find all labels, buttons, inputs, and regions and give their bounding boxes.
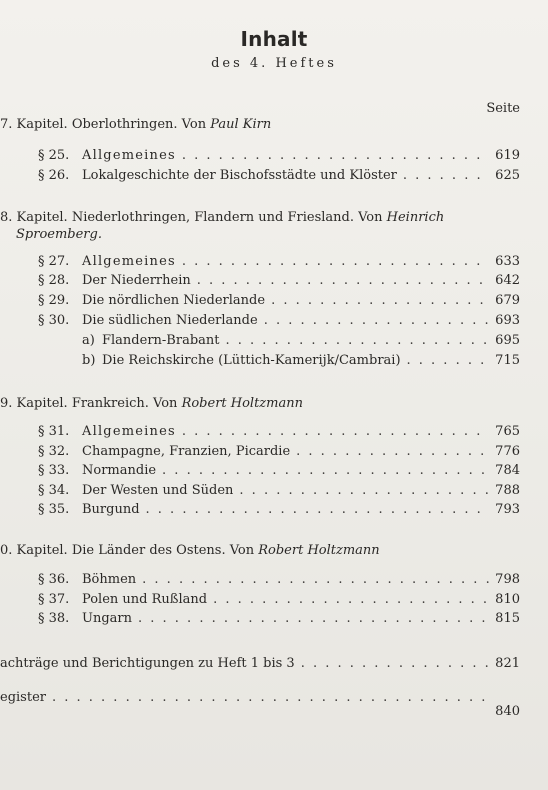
chapter-7-author: Paul Kirn bbox=[210, 117, 272, 132]
entry-label: egister bbox=[0, 690, 46, 705]
entry-label: Böhmen bbox=[82, 572, 137, 587]
chapter-8-title: 8. Kapitel. Niederlothringen, Flandern und Friesland. Von bbox=[0, 210, 387, 225]
entry-page: 715 bbox=[495, 353, 520, 368]
toc-entry-register bbox=[0, 690, 520, 719]
entry-page: 693 bbox=[495, 313, 520, 328]
entry-label: Die nördlichen Niederlande bbox=[82, 293, 266, 308]
leader-dots bbox=[182, 424, 489, 439]
toc-entry bbox=[38, 254, 520, 269]
chapter-9-heading bbox=[0, 396, 520, 411]
entry-label: Die Reichskirche (Lüttich-Kamerijk/Cambrai) bbox=[102, 353, 401, 368]
entry-label: achträge und Berichtigungen zu Heft 1 bis 3 bbox=[0, 656, 295, 671]
leader-dots bbox=[182, 254, 489, 269]
toc-entry bbox=[38, 148, 520, 163]
chapter-10-title: 0. Kapitel. Die Länder des Ostens. Von bbox=[0, 543, 259, 558]
toc-entry bbox=[38, 313, 520, 328]
leader-dots bbox=[264, 313, 489, 328]
entry-label: Ungarn bbox=[82, 611, 132, 626]
entry-page: 793 bbox=[495, 502, 520, 517]
entry-page: 821 bbox=[495, 656, 520, 671]
chapter-9-author: Robert Holtzmann bbox=[181, 396, 303, 411]
leader-dots bbox=[142, 572, 489, 587]
entry-page: 788 bbox=[495, 483, 520, 498]
entry-label: Allgemeines bbox=[82, 148, 176, 163]
entry-number: § 36. bbox=[38, 572, 70, 587]
entry-number: § 33. bbox=[38, 463, 70, 478]
entry-label: Der Niederrhein bbox=[82, 273, 191, 288]
entry-label: Allgemeines bbox=[82, 424, 176, 439]
chapter-7-title: 7. Kapitel. Oberlothringen. Von bbox=[0, 117, 211, 132]
entry-number: b) bbox=[82, 353, 96, 368]
page-column-header: Seite bbox=[486, 101, 520, 116]
entry-number: § 25. bbox=[38, 148, 70, 163]
leader-dots bbox=[52, 690, 489, 705]
entry-number: § 29. bbox=[38, 293, 70, 308]
entry-page: 625 bbox=[495, 168, 520, 183]
entry-number: § 34. bbox=[38, 483, 70, 498]
leader-dots bbox=[271, 293, 489, 308]
leader-dots bbox=[403, 168, 489, 183]
entry-number: § 31. bbox=[38, 424, 70, 439]
leader-dots bbox=[213, 592, 489, 607]
entry-page: 679 bbox=[495, 293, 520, 308]
toc-entry bbox=[38, 483, 520, 498]
entry-page: 765 bbox=[495, 424, 520, 439]
toc-entry bbox=[38, 572, 520, 587]
entry-label: Lokalgeschichte der Bischofsstädte und Klöster bbox=[82, 168, 397, 183]
entry-number: a) bbox=[82, 333, 95, 348]
leader-dots bbox=[146, 502, 490, 517]
toc-entry bbox=[38, 168, 520, 183]
entry-label: Normandie bbox=[82, 463, 157, 478]
leader-dots bbox=[239, 483, 489, 498]
toc-entry bbox=[82, 353, 520, 368]
entry-number: § 26. bbox=[38, 168, 70, 183]
chapter-8-heading bbox=[0, 210, 520, 242]
entry-page: 695 bbox=[495, 333, 520, 348]
entry-label: Die südlichen Niederlande bbox=[82, 313, 258, 328]
toc-entry bbox=[82, 333, 520, 348]
toc-entry bbox=[38, 502, 520, 517]
leader-dots bbox=[407, 353, 490, 368]
entry-number: § 30. bbox=[38, 313, 70, 328]
chapter-8-author-continued: Sproemberg. bbox=[16, 227, 102, 242]
entry-page: 619 bbox=[495, 148, 520, 163]
toc-entry bbox=[38, 293, 520, 308]
entry-label: Der Westen und Süden bbox=[82, 483, 234, 498]
entry-page: 798 bbox=[495, 572, 520, 587]
entry-page: 810 bbox=[495, 592, 520, 607]
toc-entry bbox=[38, 444, 520, 459]
leader-dots bbox=[197, 273, 489, 288]
toc-entry bbox=[38, 592, 520, 607]
chapter-8-author: Heinrich bbox=[386, 210, 445, 225]
leader-dots bbox=[301, 656, 489, 671]
leader-dots bbox=[225, 333, 489, 348]
page-title: Inhalt bbox=[240, 27, 308, 51]
entry-page: 815 bbox=[495, 611, 520, 626]
page-subtitle: des 4. Heftes bbox=[211, 56, 337, 71]
chapter-10-author: Robert Holtzmann bbox=[258, 543, 380, 558]
entry-page: 633 bbox=[495, 254, 520, 269]
entry-number: § 32. bbox=[38, 444, 70, 459]
chapter-7-heading bbox=[0, 117, 520, 132]
toc-entry bbox=[38, 611, 520, 626]
entry-label: Burgund bbox=[82, 502, 140, 517]
entry-page: 840 bbox=[495, 704, 520, 719]
entry-page: 784 bbox=[495, 463, 520, 478]
chapter-10-heading bbox=[0, 543, 520, 558]
chapter-9-title: 9. Kapitel. Frankreich. Von bbox=[0, 396, 182, 411]
entry-label: Flandern-Brabant bbox=[102, 333, 220, 348]
leader-dots bbox=[296, 444, 489, 459]
entry-number: § 35. bbox=[38, 502, 70, 517]
entry-page: 642 bbox=[495, 273, 520, 288]
entry-number: § 37. bbox=[38, 592, 70, 607]
entry-label: Champagne, Franzien, Picardie bbox=[82, 444, 291, 459]
leader-dots bbox=[138, 611, 489, 626]
toc-entry bbox=[38, 463, 520, 478]
toc-entry bbox=[38, 424, 520, 439]
entry-page: 776 bbox=[495, 444, 520, 459]
leader-dots bbox=[182, 148, 489, 163]
entry-number: § 28. bbox=[38, 273, 70, 288]
entry-label: Allgemeines bbox=[82, 254, 176, 269]
toc-entry bbox=[38, 273, 520, 288]
toc-entry-nachtraege bbox=[0, 656, 520, 671]
entry-number: § 38. bbox=[38, 611, 70, 626]
entry-label: Polen und Rußland bbox=[82, 592, 208, 607]
entry-number: § 27. bbox=[38, 254, 70, 269]
leader-dots bbox=[162, 463, 489, 478]
